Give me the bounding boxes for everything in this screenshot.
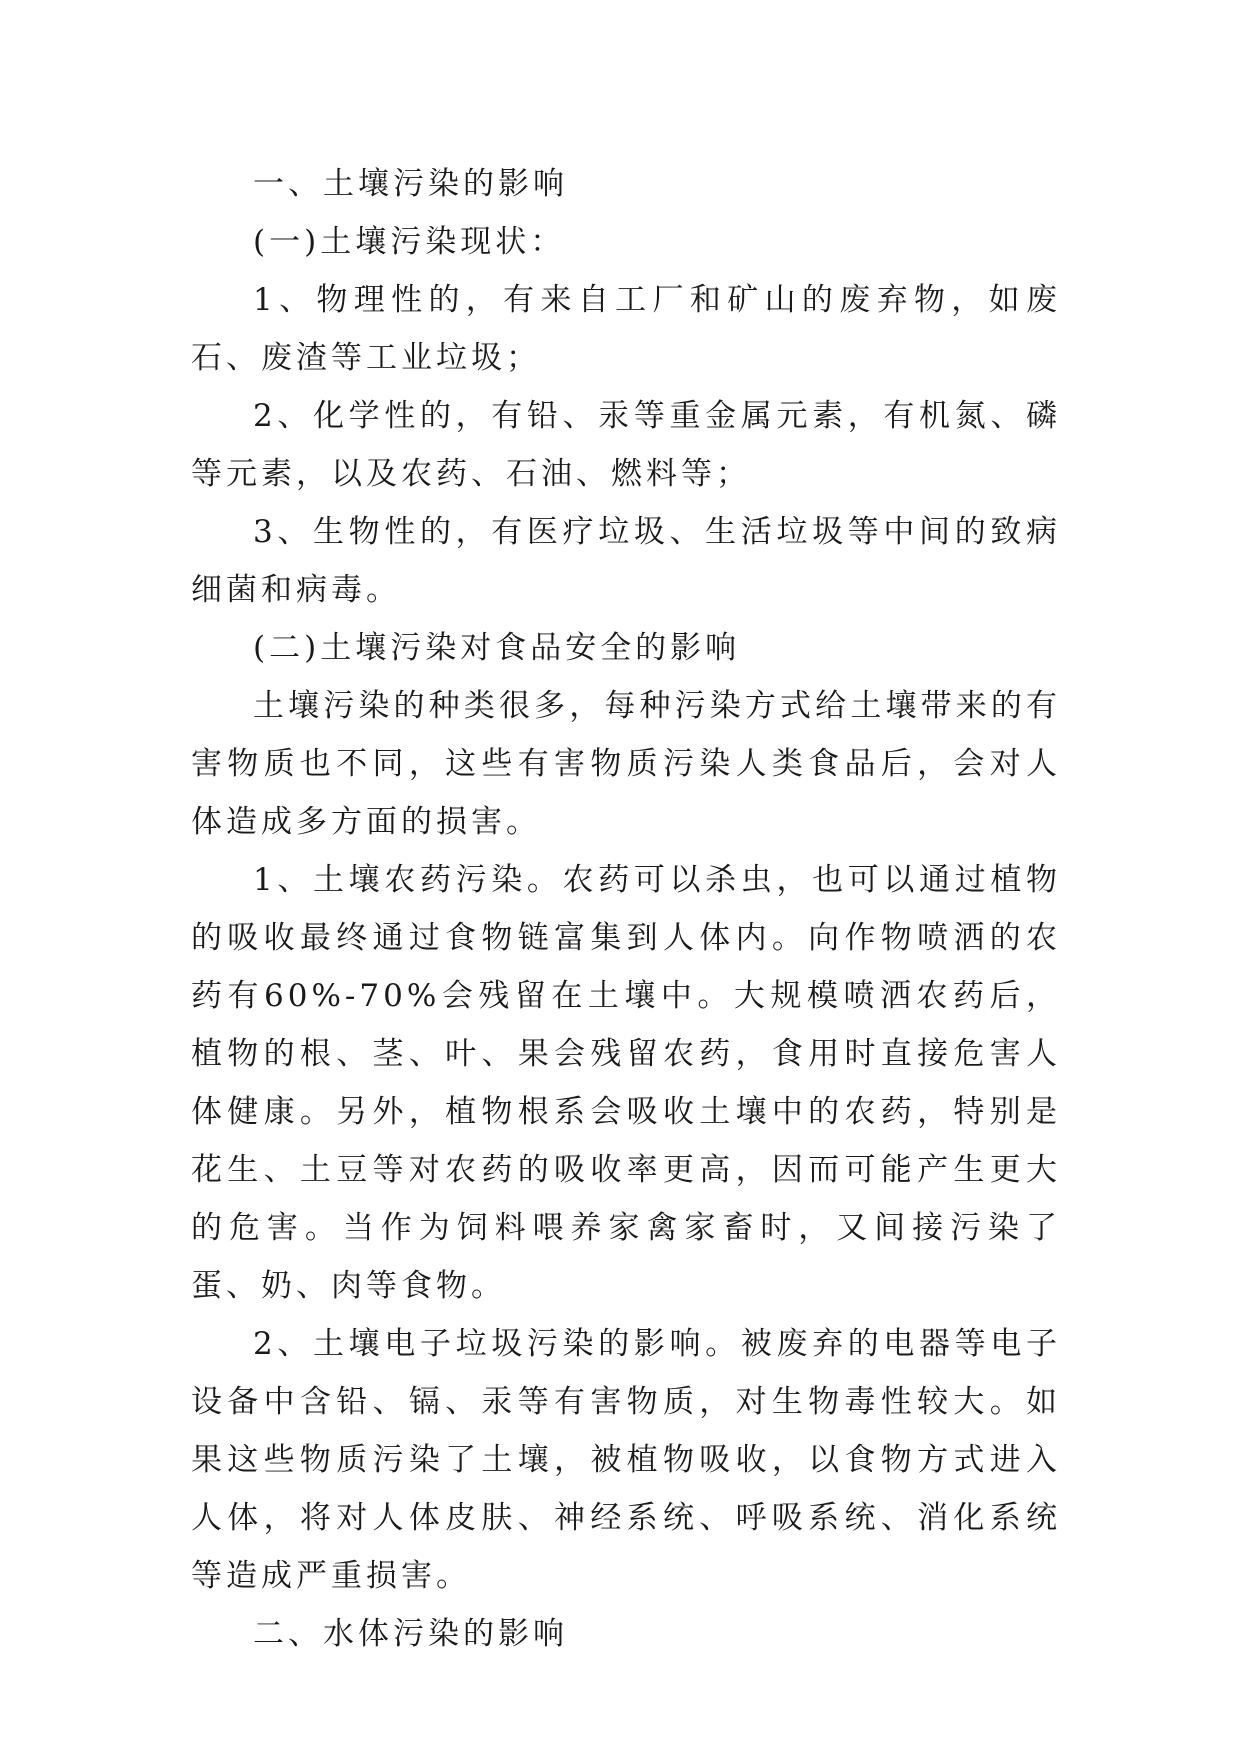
paragraph-chemical-pollution: 2、化学性的，有铅、汞等重金属元素，有机氮、磷等元素，以及农药、石油、燃料等； (191, 398, 1061, 492)
paragraph-biological-pollution: 3、生物性的，有医疗垃圾、生活垃圾等中间的致病细菌和病毒。 (191, 514, 1061, 608)
section-heading-water-pollution-impact: 二、水体污染的影响 (253, 1616, 568, 1652)
paragraph-physical-pollution: 1、物理性的，有来自工厂和矿山的废弃物，如废石、废渣等工业垃圾； (191, 282, 1061, 376)
paragraph-pesticide-pollution: 1、土壤农药污染。农药可以杀虫，也可以通过植物的吸收最终通过食物链富集到人体内。向作物喷洒的农药有60%-70%会残留在土壤中。大规模喷洒农药后，植物的根、茎、叶、果会残留农药，食用时直接危害人体健康。另外，植物根系会吸收土壤中的农药，特别是花生、土豆等对农药的吸收率更高，因而可能产生更大的危害。当作为饲料喂养家禽家畜时，又间接污染了蛋、奶、肉等食物。 (191, 862, 1061, 1304)
paragraph-pollution-types: 土壤污染的种类很多，每种污染方式给土壤带来的有害物质也不同，这些有害物质污染人类食品后，会对人体造成多方面的损害。 (191, 688, 1061, 840)
document-body (191, 155, 1061, 1663)
subheading-food-safety-impact: (二)土壤污染对食品安全的影响 (253, 630, 741, 666)
subheading-soil-pollution-status: (一)土壤污染现状： (253, 224, 566, 260)
section-heading-soil-pollution-impact: 一、土壤污染的影响 (253, 166, 568, 202)
paragraph-electronic-waste-pollution: 2、土壤电子垃圾污染的影响。被废弃的电器等电子设备中含铅、镉、汞等有害物质，对生物毒性较大。如果这些物质污染了土壤，被植物吸收，以食物方式进入人体，将对人体皮肤、神经系统、呼吸系统、消化系统等造成严重损害。 (191, 1326, 1061, 1594)
